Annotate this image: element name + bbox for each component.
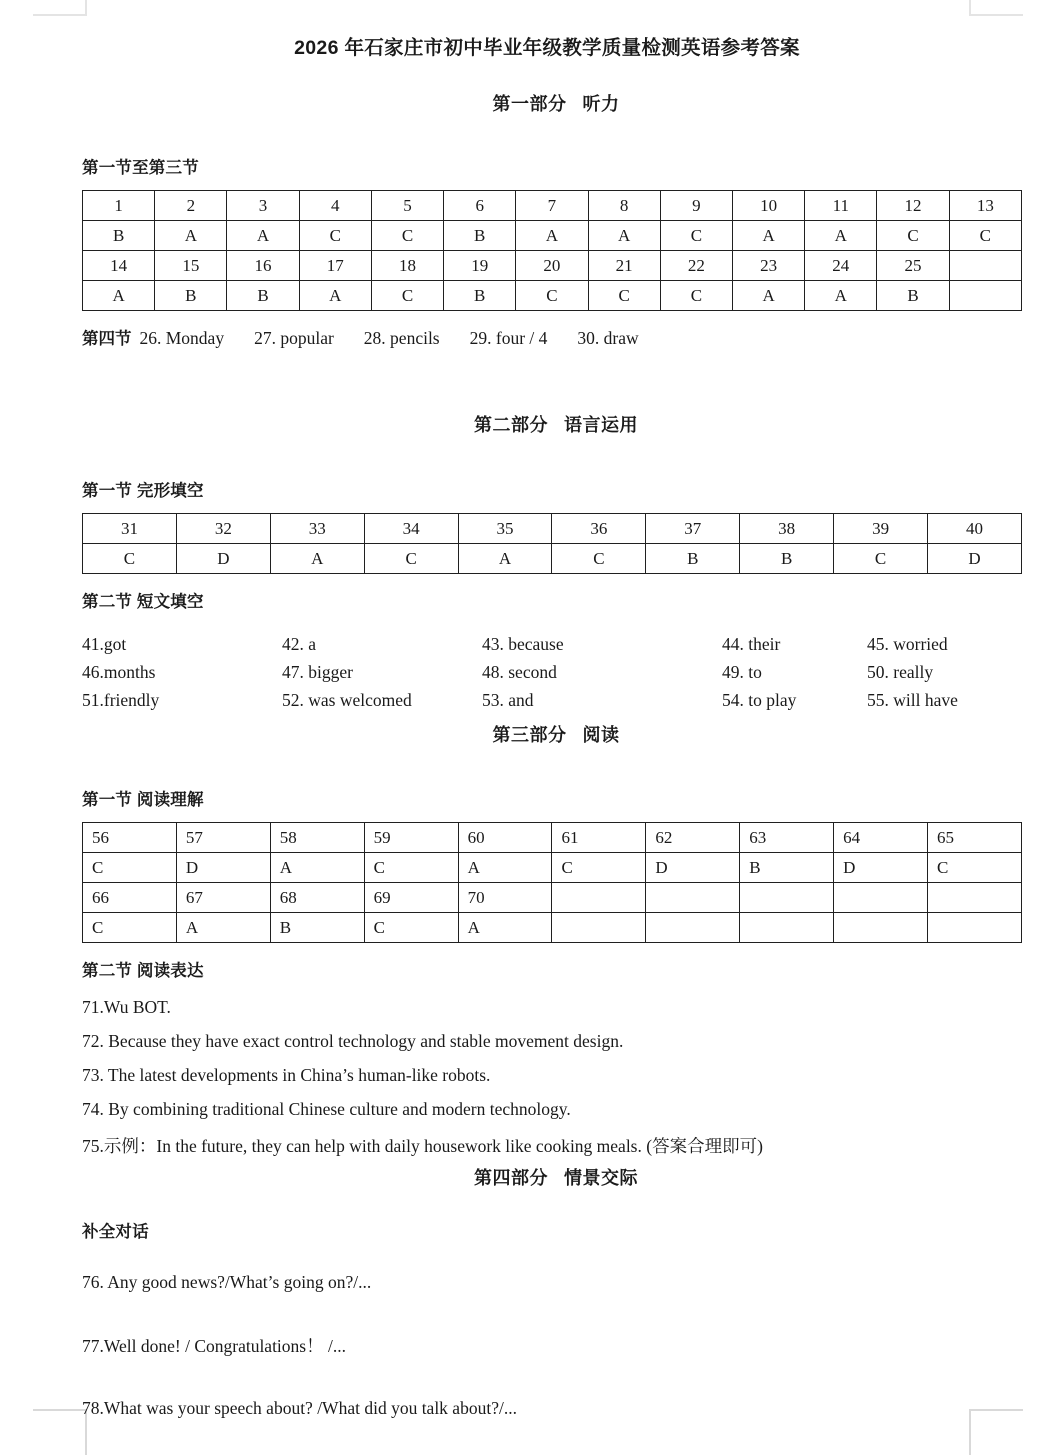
cell-answer: D	[176, 544, 270, 574]
listening-answer-27: 27. popular	[254, 328, 334, 348]
cell-number: 31	[83, 514, 177, 544]
part-one-heading-main: 第一部分	[492, 94, 567, 114]
cell-empty	[552, 883, 646, 913]
listening-answer-28: 28. pencils	[363, 328, 440, 348]
cell-answer: A	[458, 913, 552, 943]
blank-answer-46: 46.months	[82, 662, 156, 682]
cell-answer: D	[834, 853, 928, 883]
crop-mark-top-left	[33, 0, 87, 16]
dialogue-answer-78: 78.What was your speech about? /What did you talk about?/...	[82, 1398, 517, 1418]
cell-number: 21	[588, 251, 660, 281]
cell-answer: C	[299, 221, 371, 251]
table-row	[83, 883, 1022, 913]
blank-answer-52: 52. was welcomed	[282, 690, 412, 710]
cell-number: 35	[458, 514, 552, 544]
cell-number: 18	[371, 251, 443, 281]
listening-answer-table	[82, 190, 1022, 311]
table-row	[83, 251, 1022, 281]
cell-number: 12	[877, 191, 949, 221]
cell-empty	[834, 913, 928, 943]
dialogue-completion-answers	[82, 1272, 1030, 1419]
listening-sections-1-3-title: 第一节至第三节	[82, 159, 199, 177]
cell-number: 2	[155, 191, 227, 221]
reading-answer-74: 74. By combining traditional Chinese culture and modern technology.	[82, 1099, 571, 1119]
cell-number: 67	[176, 883, 270, 913]
cell-number: 14	[83, 251, 155, 281]
cell-number: 37	[646, 514, 740, 544]
blank-answer-47: 47. bigger	[282, 662, 353, 682]
cell-answer: C	[660, 281, 732, 311]
cell-number: 1	[83, 191, 155, 221]
table-row	[83, 823, 1022, 853]
cell-empty	[928, 913, 1022, 943]
document-content	[82, 0, 1030, 1419]
cell-number: 22	[660, 251, 732, 281]
cell-answer: A	[270, 853, 364, 883]
blank-answer-53: 53. and	[482, 690, 534, 710]
cell-answer: A	[270, 544, 364, 574]
cell-number: 23	[732, 251, 804, 281]
cloze-section-title: 第一节 完形填空	[82, 482, 204, 500]
table-row	[83, 281, 1022, 311]
part-four-heading-main: 第四部分	[474, 1168, 548, 1188]
reading-answer-72: 72. Because they have exact control technology and stable movement design.	[82, 1031, 624, 1051]
cell-number: 6	[444, 191, 516, 221]
cell-answer: A	[805, 221, 877, 251]
cell-answer: C	[949, 221, 1021, 251]
cell-answer: C	[364, 853, 458, 883]
blank-answer-51: 51.friendly	[82, 690, 160, 710]
cell-answer: D	[646, 853, 740, 883]
cell-number: 39	[834, 514, 928, 544]
cell-number: 25	[877, 251, 949, 281]
cell-answer: C	[834, 544, 928, 574]
cell-answer: D	[928, 544, 1022, 574]
blank-filling-row	[82, 690, 1030, 711]
cell-empty	[928, 883, 1022, 913]
blank-answer-43: 43. because	[482, 634, 564, 654]
cell-answer: B	[444, 221, 516, 251]
blank-filling-section-title: 第二节 短文填空	[82, 593, 204, 611]
cell-answer: C	[552, 544, 646, 574]
cell-empty	[646, 913, 740, 943]
table-row	[83, 913, 1022, 943]
cell-answer: B	[740, 853, 834, 883]
cell-number: 13	[949, 191, 1021, 221]
cell-answer: C	[588, 281, 660, 311]
part-three-heading-main: 第三部分	[492, 725, 567, 745]
cell-number: 8	[588, 191, 660, 221]
cell-number: 32	[176, 514, 270, 544]
reading-answer-73: 73. The latest developments in China’s human-like robots.	[82, 1065, 491, 1085]
cell-number: 40	[928, 514, 1022, 544]
table-row	[83, 544, 1022, 574]
cell-answer: B	[227, 281, 299, 311]
cell-answer: A	[155, 221, 227, 251]
cell-number: 56	[83, 823, 177, 853]
cell-answer: C	[364, 544, 458, 574]
cell-answer: B	[270, 913, 364, 943]
part-three-heading-sub: 阅读	[582, 725, 620, 745]
cell-answer: C	[516, 281, 588, 311]
cell-answer: A	[458, 853, 552, 883]
blank-answer-48: 48. second	[482, 662, 557, 682]
cell-answer: A	[176, 913, 270, 943]
blank-filling-row	[82, 634, 1030, 655]
blank-filling-row	[82, 662, 1030, 683]
blank-answer-55: 55. will have	[867, 690, 958, 710]
cell-number: 9	[660, 191, 732, 221]
cell-empty	[949, 281, 1021, 311]
dialogue-answer-77: 77.Well done! / Congratulations！ /...	[82, 1336, 346, 1356]
cell-answer: A	[805, 281, 877, 311]
blank-answer-41: 41.got	[82, 634, 127, 654]
listening-section-4	[82, 325, 1030, 349]
cell-answer: A	[83, 281, 155, 311]
cell-number: 65	[928, 823, 1022, 853]
part-two-heading-sub: 语言运用	[564, 415, 638, 435]
cell-number: 19	[444, 251, 516, 281]
cell-number: 15	[155, 251, 227, 281]
cell-number: 36	[552, 514, 646, 544]
cell-answer: B	[444, 281, 516, 311]
cell-number: 10	[732, 191, 804, 221]
reading-answer-71: 71.Wu BOT.	[82, 997, 171, 1017]
cell-empty	[834, 883, 928, 913]
cell-answer: A	[588, 221, 660, 251]
cell-answer: B	[83, 221, 155, 251]
cell-number: 4	[299, 191, 371, 221]
cell-answer: C	[928, 853, 1022, 883]
cell-number: 38	[740, 514, 834, 544]
cell-number: 68	[270, 883, 364, 913]
cell-answer: B	[155, 281, 227, 311]
cell-answer: A	[732, 281, 804, 311]
cell-answer: C	[83, 913, 177, 943]
cell-number: 3	[227, 191, 299, 221]
blank-answer-50: 50. really	[867, 662, 934, 682]
cell-answer: C	[83, 853, 177, 883]
part-four-heading-sub: 情景交际	[564, 1168, 638, 1188]
cell-number: 63	[740, 823, 834, 853]
cell-number: 20	[516, 251, 588, 281]
reading-answer-table	[82, 822, 1022, 943]
listening-answer-30: 30. draw	[577, 328, 639, 348]
cell-empty	[740, 913, 834, 943]
cell-number: 7	[516, 191, 588, 221]
reading-expression-answers	[82, 997, 1030, 1158]
cell-number: 60	[458, 823, 552, 853]
crop-mark-bottom-left	[33, 1409, 87, 1455]
cell-number: 16	[227, 251, 299, 281]
part-two-heading	[82, 411, 1030, 437]
cell-empty	[552, 913, 646, 943]
cell-answer: C	[552, 853, 646, 883]
cell-answer: B	[646, 544, 740, 574]
cell-answer: A	[732, 221, 804, 251]
dialogue-answer-76: 76. Any good news?/What’s going on?/...	[82, 1272, 372, 1292]
cell-answer: A	[516, 221, 588, 251]
blank-answer-45: 45. worried	[867, 634, 948, 654]
listening-section-4-label: 第四节	[82, 330, 132, 348]
table-row	[83, 191, 1022, 221]
cell-answer: D	[176, 853, 270, 883]
cell-answer: A	[227, 221, 299, 251]
cell-number: 11	[805, 191, 877, 221]
table-row	[83, 853, 1022, 883]
cell-number: 17	[299, 251, 371, 281]
cell-number: 59	[364, 823, 458, 853]
cell-empty	[646, 883, 740, 913]
cell-number: 66	[83, 883, 177, 913]
cell-number: 58	[270, 823, 364, 853]
cell-empty	[949, 251, 1021, 281]
cell-number: 70	[458, 883, 552, 913]
blank-answer-49: 49. to	[722, 662, 762, 682]
reading-comprehension-section-title: 第一节 阅读理解	[82, 791, 204, 809]
table-row	[83, 221, 1022, 251]
blank-answer-42: 42. a	[282, 634, 317, 654]
cell-answer: B	[740, 544, 834, 574]
cell-number: 24	[805, 251, 877, 281]
cell-answer: B	[877, 281, 949, 311]
cell-answer: A	[458, 544, 552, 574]
cell-number: 5	[371, 191, 443, 221]
listening-answer-26: 26. Monday	[139, 328, 225, 348]
cell-empty	[740, 883, 834, 913]
blank-filling-answers	[82, 634, 1030, 711]
cell-number: 69	[364, 883, 458, 913]
cell-answer: C	[83, 544, 177, 574]
cell-number: 33	[270, 514, 364, 544]
cell-answer: C	[877, 221, 949, 251]
blank-answer-54: 54. to play	[722, 690, 797, 710]
blank-answer-44: 44. their	[722, 634, 781, 654]
part-three-heading	[82, 721, 1030, 747]
page-title: 2026 年石家庄市初中毕业年级教学质量检测英语参考答案	[294, 37, 800, 59]
part-two-heading-main: 第二部分	[474, 415, 548, 435]
dialogue-completion-title: 补全对话	[82, 1223, 149, 1241]
part-one-heading-sub: 听力	[582, 94, 620, 114]
cell-answer: C	[371, 221, 443, 251]
cell-answer: C	[364, 913, 458, 943]
part-four-heading	[82, 1164, 1030, 1190]
table-row	[83, 514, 1022, 544]
reading-expression-section-title: 第二节 阅读表达	[82, 962, 204, 980]
cell-answer: C	[660, 221, 732, 251]
listening-answer-29: 29. four / 4	[469, 328, 548, 348]
cell-number: 34	[364, 514, 458, 544]
cell-number: 61	[552, 823, 646, 853]
part-one-heading	[82, 90, 1030, 116]
cloze-answer-table	[82, 513, 1022, 574]
cell-answer: A	[299, 281, 371, 311]
cell-number: 57	[176, 823, 270, 853]
reading-answer-75: 75.示例：In the future, they can help with daily housework like cooking meals. (答案合理即可)	[82, 1136, 763, 1156]
cell-number: 64	[834, 823, 928, 853]
cell-number: 62	[646, 823, 740, 853]
cell-answer: C	[371, 281, 443, 311]
